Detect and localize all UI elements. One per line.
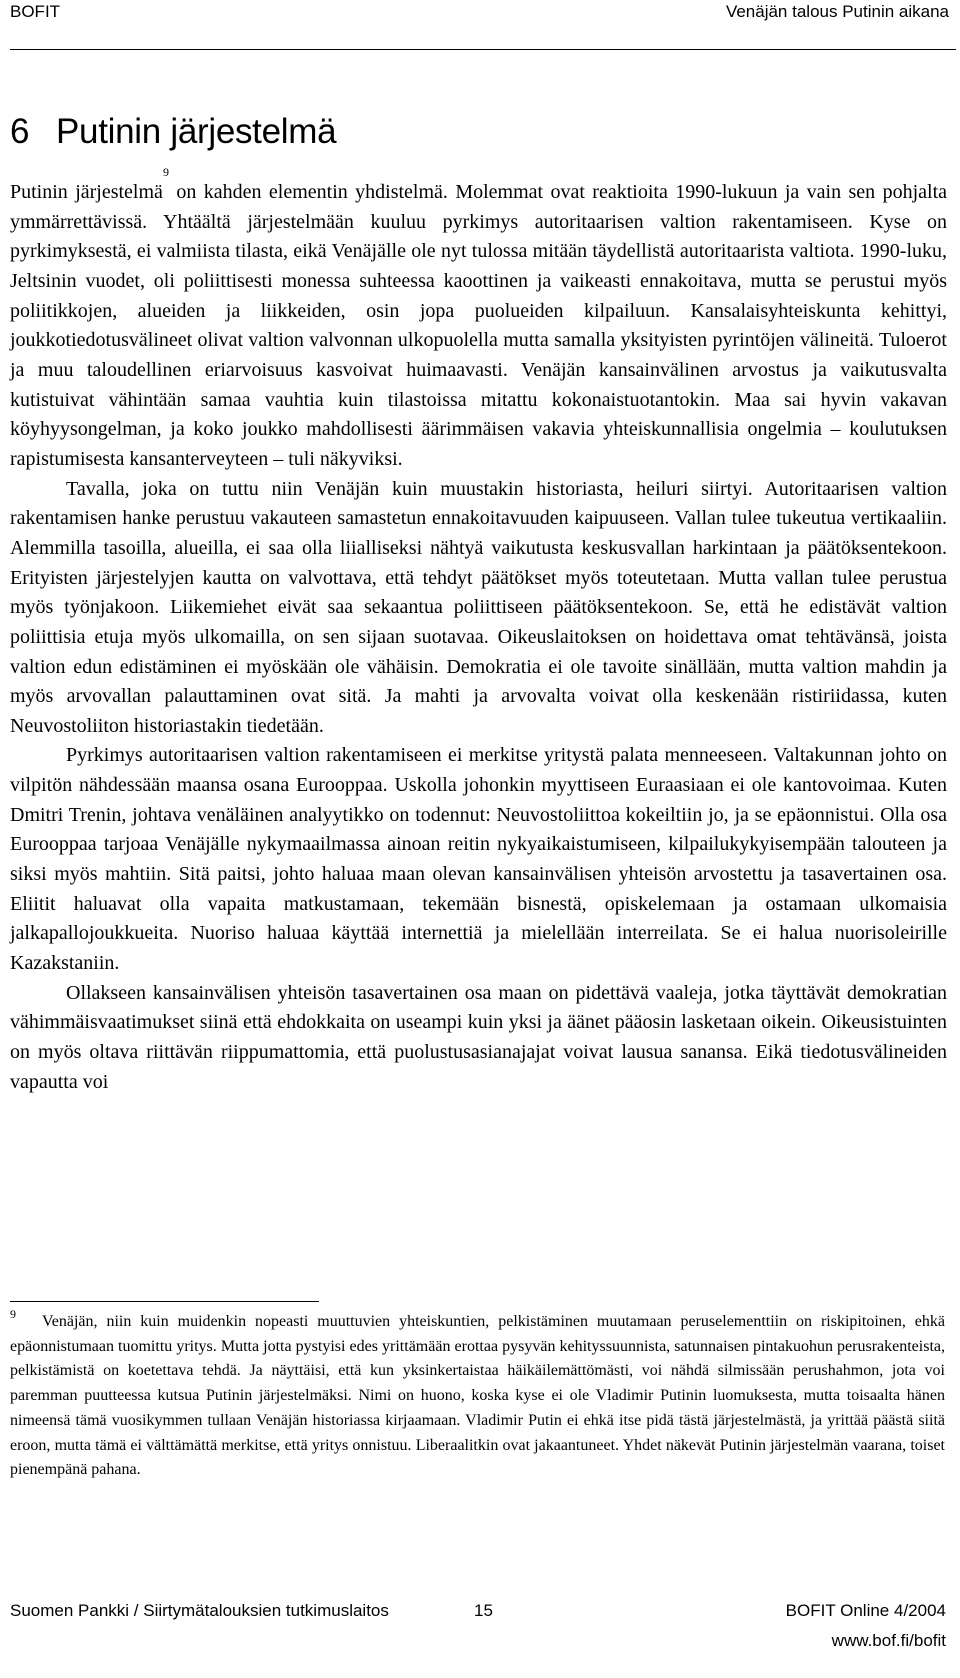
paragraph-4: Ollakseen kansainvälisen yhteisön tasavertainen osa maan on pidettävä vaaleja, jotka täyttävät demokratian vähimmäisvaatimukset siinä että ehdokkaita on useampi kuin yksi ja äänet pääosin lasketaan oikein. Oikeusistuinten on myös oltava riittävän riippumattomia, että puolustusasianajajat voivat lausua sanansa. Eikä tiedotusvälineiden vapautta voi — [10, 981, 947, 1093]
running-header — [0, 0, 960, 28]
paragraph-2: Tavalla, joka on tuttu niin Venäjän kuin muustakin historiasta, heiluri siirtyi. Autoritaarisen valtion rakentamisen hanke perustuu vakauteen samastetun ennakoitavuuden kaipuuseen. Vallan tulee tukeutua vertikaaliin. Alemmilla tasoilla, alueilla, ei saa olla liialliseksi nähtyä vaikutusta keskusvallan harkintaan ja päätöksentekoon. Erityisten järjestelyjen kautta on valvottava, että tehdyt päätökset myös toteutetaan. Mutta vallan tulee perustua myös työnjakoon. Liikemiehet eivät saa sekaantua poliittiseen päätöksentekoon. Se, että he edistävät valtion poliittisia etuja myös ulkomailla, on sen sijaan suotavaa. Oikeuslaitoksen on hoidettava omat tehtävänsä, joista valtion edun edistäminen ei myöskään ole vähäisin. Demokratia ei ole tavoite sinällään, mutta valtion mahdin ja myös arvovallan palauttaminen ovat sitä. Ja mahti ja arvovalta voivat olla keskenään ristiriidassa, kuten Neuvostoliiton historiastakin tiedetään. — [10, 477, 947, 737]
paragraph-1 — [10, 165, 947, 475]
footnote-text: Venäjän, niin kuin muidenkin nopeasti muuttuvien yhteiskuntien, pelkistäminen muutamaan peruselementtiin on riskipitoinen, ehkä epäonnistumaan tuomittu yritys. Mutta jotta pystyisi edes yrittämään erottaa pysyvän kehityssuunnista, satunnaisen pintakuohun perusrakenteista, pelkistämistä on koetettava tehdä. Ja näyttäisi, että kun yksinkertaistaa häikäilemättömästi, voi nähdä silmissään perushahmon, jota voi paremman puutteessa kutsua Putinin järjestelmäksi. Nimi on huono, koska kyse ei ole Vladimir Putinin luomuksesta, mutta toisaalta hänen nimeensä tämä vuosikymmen tullaan Venäjän historiassa kirjaamaan. Vladimir Putin ei ehkä itse pidä tästä järjestelmästä, ja yrittää päästä siitä eroon, mutta tämä ei välttämättä merkitse, että yritys onnistuu. Liberaalitkin ovat jakaantuneet. Yhdet näkevät Putinin järjestelmän vaarana, toiset pienempänä pahana. — [10, 1313, 945, 1479]
chapter-title: Putinin järjestelmä — [56, 112, 337, 151]
header-rule — [10, 49, 956, 50]
body-text — [10, 165, 947, 1097]
footnote-separator — [10, 1301, 319, 1302]
footnote-number: 9 — [10, 1307, 16, 1321]
footer-url[interactable]: www.bof.fi/bofit — [831, 1631, 946, 1650]
footnote — [10, 1307, 945, 1483]
paragraph-1-rest: on kahden elementin yhdistelmä. Molemmat ovat reaktioita 1990-lukuun ja vain sen pohjalta ymmärrettävissä. Yhtäältä järjestelmään kuuluu pyrkimys autoritaarisen valtion rakentamiseen. Kyse on pyrkimyksestä, ei valmiista tilasta, eikä Venäjälle ole nyt tulossa mitään täydellistä autoritaarista valtiota. 1990-luku, Jeltsinin vuodet, oli poliittisesti monessa suhteessa kaoottinen ja vaikeasti ennakoitava, mutta se perustui myös poliitikkojen, alueiden ja liikkeiden, osin jopa puolueiden kilpailuun. Kansalaisyhteiskunta kehittyi, joukkotiedotusvälineet olivat valtion valvonnan ulkopuolella mutta samalla yksityisten pyrintöjen välineitä. Tuloerot ja muu taloudellinen eriarvoisuus kasvoivat huimaavasti. Venäjän kansainvälinen arvostus ja vaikutusvalta kutistuivat vähintään samaa vauhtia kuin tilastoissa mitattu kokonaistuotantokin. Maa sai hyvin vakavan köyhyysongelman, ja koko joukko mahdollisesti äärimmäisen vakavia yhteiskunnallisia ongelmia – koulutuksen rapistumisesta kansanterveyteen – tuli näkyviksi. — [10, 181, 947, 470]
chapter-heading — [10, 112, 336, 152]
footer-series: BOFIT Online 4/2004 — [785, 1601, 946, 1620]
page-number: 15 — [474, 1601, 493, 1620]
header-right: Venäjän talous Putinin aikana — [725, 2, 949, 21]
header-left: BOFIT — [10, 2, 61, 21]
footer-publisher: Suomen Pankki / Siirtymätalouksien tutkimuslaitos — [10, 1601, 389, 1620]
paragraph-3: Pyrkimys autoritaarisen valtion rakentamiseen ei merkitse yritystä palata menneeseen. Valtakunnan johto on vilpitön nähdessään maansa osana Eurooppaa. Uskolla johonkin myyttiseen Euraasiaan ei ole kantovoimaa. Kuten Dmitri Trenin, johtava venäläinen analyytikko on todennut: Neuvostoliittoa kokeiltiin jo, ja se epäonnistui. Olla osa Eurooppaa tarjoaa Venäjälle nykymaailmassa ainoan reitin nykyaikaistumiseen, kilpailukykyisempään talouteen ja siksi myös mahtiin. Sitä paitsi, johto haluaa maan olevan kansainvälisen yhteisön arvostettu ja tasavertainen osa. Eliitit haluavat olla vapaita matkustamaan, tekemään bisnestä, opiskelemaan ja ostamaan ulkomaisia jalkapallojoukkueita. Nuoriso haluaa käyttää internettiä ja mielellään interreilata. Se ei halua nuorisoleirille Kazakstaniin. — [10, 744, 947, 975]
chapter-number: 6 — [10, 112, 30, 151]
paragraph-1-start: Putinin järjestelmä — [10, 181, 163, 203]
footnote-reference[interactable]: 9 — [162, 165, 169, 179]
